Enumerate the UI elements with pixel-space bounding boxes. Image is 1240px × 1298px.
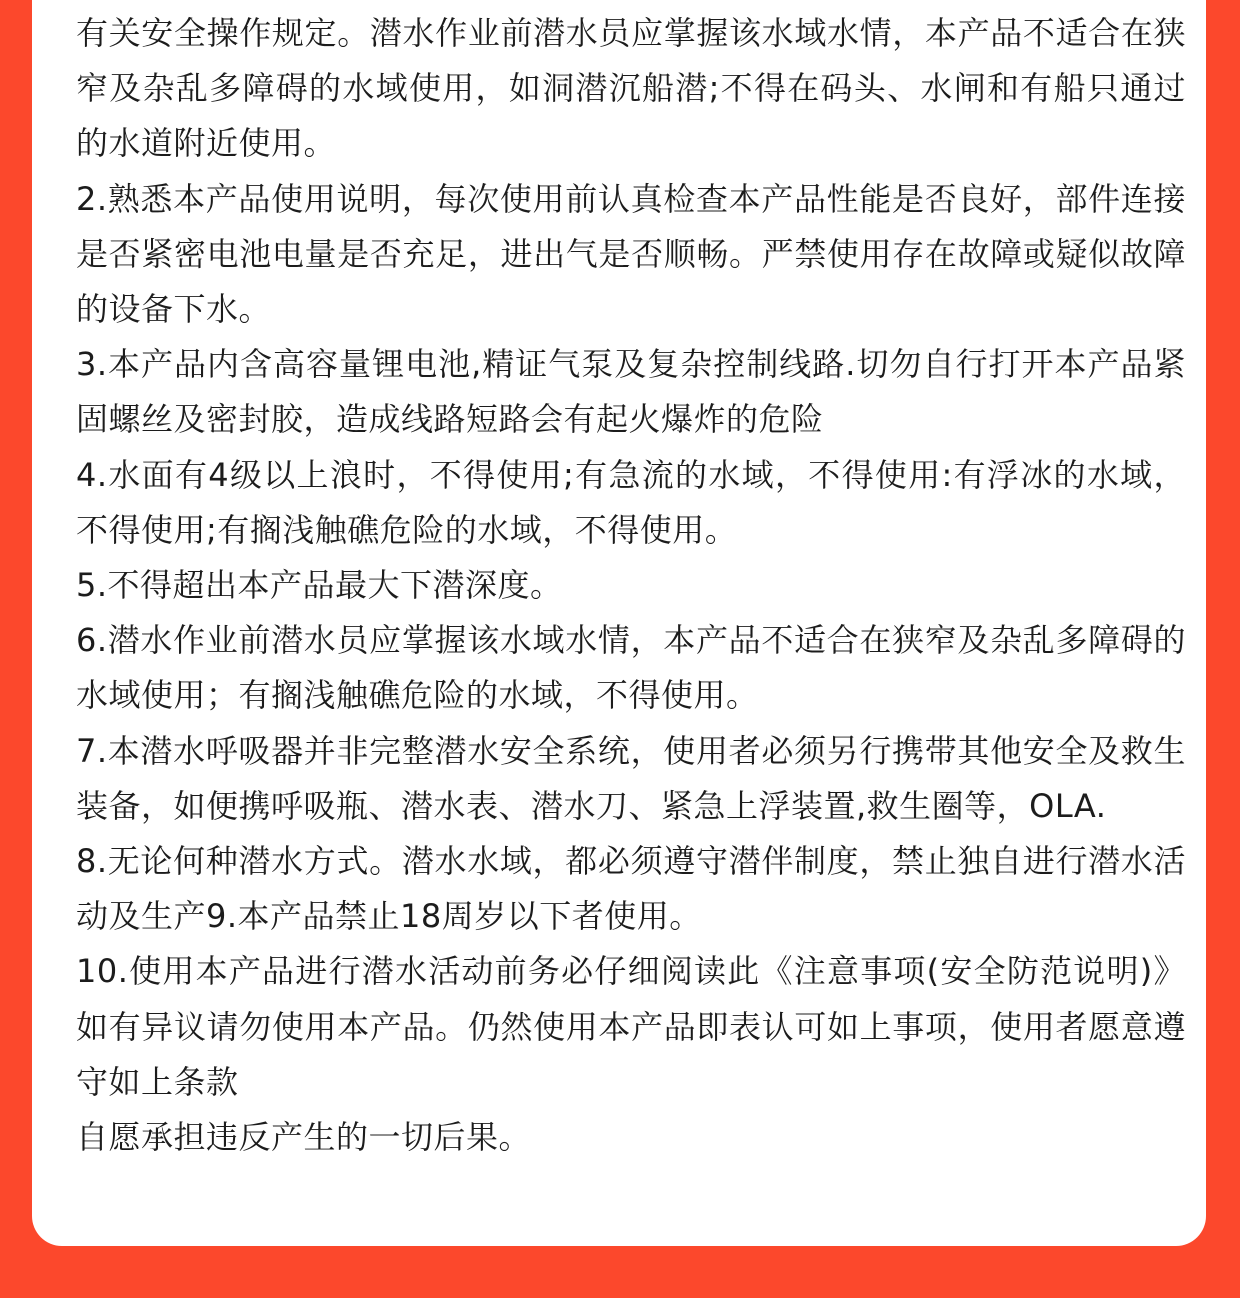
notice-paragraph-2: 2.熟悉本产品使用说明，每次使用前认真检查本产品性能是否良好，部件连接是否紧密电池电量是否充足，进出气是否顺畅。严禁使用存在故障或疑似故障的设备下水。	[76, 179, 1186, 329]
notice-paragraph-7: 7.本潜水呼吸器并非完整潜水安全系统，使用者必须另行携带其他安全及救生装备，如便携呼吸瓶、潜水表、潜水刀、紧急上浮装置,救生圈等，OLA.	[76, 731, 1186, 825]
notice-paragraph-10: 10.使用本产品进行潜水活动前务必仔细阅读此《注意事项(安全防范说明)》如有异议请勿使用本产品。仍然使用本产品即表认可如上事项，使用者愿意遵守如上条款	[76, 952, 1186, 1101]
notice-paragraph-4: 4.水面有4级以上浪时，不得使用;有急流的水域，不得使用:有浮冰的水域，不得使用;有搁浅触礁危险的水域，不得使用。	[76, 455, 1186, 549]
notice-paragraph-5: 5.不得超出本产品最大下潜深度。	[76, 566, 563, 605]
notice-paragraph-intro: 有关安全操作规定。潜水作业前潜水员应掌握该水域水情，本产品不适合在狭窄及杂乱多障碍的水域使用，如洞潜沉船潜;不得在码头、水闸和有船只通过的水道附近使用。	[76, 14, 1186, 163]
safety-notice-text	[76, 6, 1186, 1165]
notice-paragraph-3: 3.本产品内含高容量锂电池,精证气泵及复杂控制线路.切勿自行打开本产品紧固螺丝及密封胶，造成线路短路会有起火爆炸的危险	[76, 345, 1186, 439]
notice-paragraph-closing: 自愿承担违反产生的一切后果。	[76, 1118, 532, 1157]
notice-paragraph-8: 8.无论何种潜水方式。潜水水域，都必须遵守潜伴制度，禁止独自进行潜水活动及生产9.本产品禁止18周岁以下者使用。	[76, 842, 1186, 936]
notice-paragraph-6: 6.潜水作业前潜水员应掌握该水域水情，本产品不适合在狭窄及杂乱多障碍的水域使用；有搁浅触礁危险的水域，不得使用。	[76, 621, 1186, 715]
